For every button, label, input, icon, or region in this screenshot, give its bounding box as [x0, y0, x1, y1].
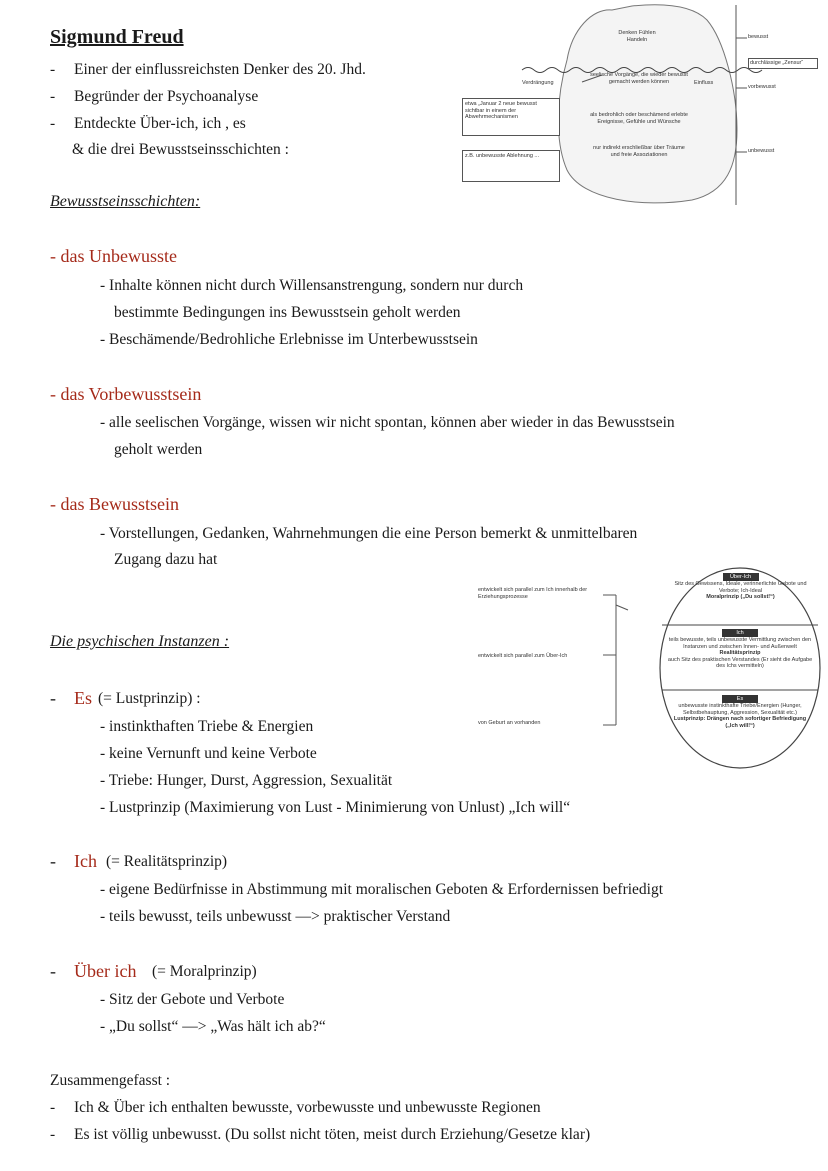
page-title: Sigmund Freud [50, 26, 184, 48]
summary-item: - Ich & Über ich enthalten bewusste, vorbewusste und unbewusste Regionen [50, 1099, 541, 1116]
instance-ich-title: - Ich (= Realitätsprinzip) [50, 851, 228, 871]
iceberg-mid-text: seelische Vorgänge, die wieder bewusst gemacht werden können [590, 72, 688, 85]
ueberich-region [668, 573, 813, 601]
circle-left-2: entwickelt sich parallel zum Über-Ich [478, 653, 568, 659]
instance-es-title: - Es (= Lustprinzip) : [50, 688, 201, 708]
layer-line: - Beschämende/Bedrohliche Erlebnisse im Unterbewusstsein [100, 331, 478, 348]
instance-line: - instinkthaften Triebe & Energien [100, 718, 314, 735]
ich-region [664, 629, 816, 670]
intro-item: - Einer der einflussreichsten Denker des 20. Jhd. [50, 61, 366, 78]
instances-circle-diagram [478, 565, 824, 775]
circle-left-3: von Geburt an vorhanden [478, 720, 541, 726]
ueberich-header: Über-Ich [723, 573, 759, 581]
layer-line: Zugang dazu hat [114, 551, 218, 568]
layers-heading: Bewusstseinsschichten: [50, 193, 201, 210]
instance-line: - keine Vernunft und keine Verbote [100, 745, 317, 762]
instance-line: - teils bewusst, teils unbewusst —> praktischer Verstand [100, 908, 451, 925]
layer-line: - alle seelischen Vorgänge, wissen wir nicht spontan, können aber wieder in das Bewusstsein [100, 414, 675, 431]
layer-line: - Inhalte können nicht durch Willensanstrengung, sondern nur durch [100, 277, 524, 294]
layer-line: - Vorstellungen, Gedanken, Wahrnehmungen die eine Person bemerkt & unmittelbaren [100, 525, 638, 542]
layer-label-zensur: durchlässige „Zensur“ [748, 58, 818, 69]
iceberg-low2-text: nur indirekt erschließbar über Träume und freie Assoziationen [593, 145, 685, 158]
iceberg-right-label: Einfluss [694, 80, 714, 86]
iceberg-low1-text: als bedrohlich oder beschämend erlebte Ereignisse, Gefühle und Wünsche [590, 112, 688, 125]
es-text: unbewusste instinkthafte Triebe/Energien (Hunger, Selbstbehauptung, Aggression, Sexualität etc.) [678, 703, 802, 716]
ich-principle: Realitätsprinzip [719, 650, 761, 656]
layer-label-unbewusst: unbewusst [748, 148, 775, 154]
es-principle: Lustprinzip: Drängen nach sofortiger Befriedigung („Ich will!“) [673, 716, 807, 729]
instances-heading: Die psychischen Instanzen : [50, 633, 230, 650]
summary-heading: Zusammengefasst : [50, 1072, 171, 1089]
layer-vorbewusstsein-title: - das Vorbewusstsein [50, 384, 202, 404]
layer-label-vorbewusst: vorbewusst [748, 84, 776, 90]
instance-line: - Sitz der Gebote und Verbote [100, 991, 285, 1008]
instance-line: - eigene Bedürfnisse in Abstimmung mit moralischen Geboten & Erfordernissen befriedigt [100, 881, 664, 898]
circle-left-1: entwickelt sich parallel zum Ich innerhalb der Erziehungsprozesse [478, 587, 588, 600]
es-header: Es [722, 695, 758, 703]
iceberg-box-1: etwa „Januar 2 neue bewusst sichtbar in einem der Abwehrmechanismen [462, 98, 560, 136]
instance-line: - „Du sollst“ —> „Was hält ich ab?“ [100, 1018, 326, 1035]
ich-text-2: auch Sitz des praktischen Verstandes (Er sieht die Aufgabe des Ichs vermitteln) [667, 656, 813, 669]
layer-label-bewusst: bewusst [748, 34, 769, 40]
ich-text: teils bewusste, teils unbewusste Vermittlung zwischen den Instanzen und zwischen Innen- und Außenwelt [668, 637, 812, 650]
instance-line: - Lustprinzip (Maximierung von Lust - Minimierung von Unlust) „Ich will“ [100, 799, 571, 816]
es-region [670, 695, 810, 729]
layer-bewusstsein-title: - das Bewusstsein [50, 494, 179, 514]
layer-unbewusste-title: - das Unbewusste [50, 246, 177, 266]
iceberg-diagram [462, 0, 822, 210]
ueberich-principle: Moralprinzip („Du sollst!“) [706, 594, 775, 600]
ich-header: Ich [722, 629, 758, 637]
iceberg-top-text: Denken Fühlen Handeln [618, 30, 656, 43]
summary-item: - Es ist völlig unbewusst. (Du sollst nicht töten, meist durch Erziehung/Gesetze klar) [50, 1126, 591, 1143]
intro-item: & die drei Bewusstseinsschichten : [72, 141, 289, 158]
instance-line: - Triebe: Hunger, Durst, Aggression, Sexualität [100, 772, 393, 789]
instance-ueberich-title: - Über ich (= Moralprinzip) [50, 961, 257, 981]
intro-item: - Begründer der Psychoanalyse [50, 88, 259, 105]
iceberg-left-label: Verdrängung [522, 80, 554, 86]
layer-line: bestimmte Bedingungen ins Bewusstsein geholt werden [114, 304, 461, 321]
layer-line: geholt werden [114, 441, 203, 458]
intro-item: - Entdeckte Über-ich, ich , es [50, 115, 246, 132]
ueberich-text: Sitz des Gewissens, Ideale, verinnerlichte Gebote und Verbote; Ich-Ideal [674, 581, 807, 594]
iceberg-box-2: z.B. unbewusste Ablehnung ... [462, 150, 560, 182]
